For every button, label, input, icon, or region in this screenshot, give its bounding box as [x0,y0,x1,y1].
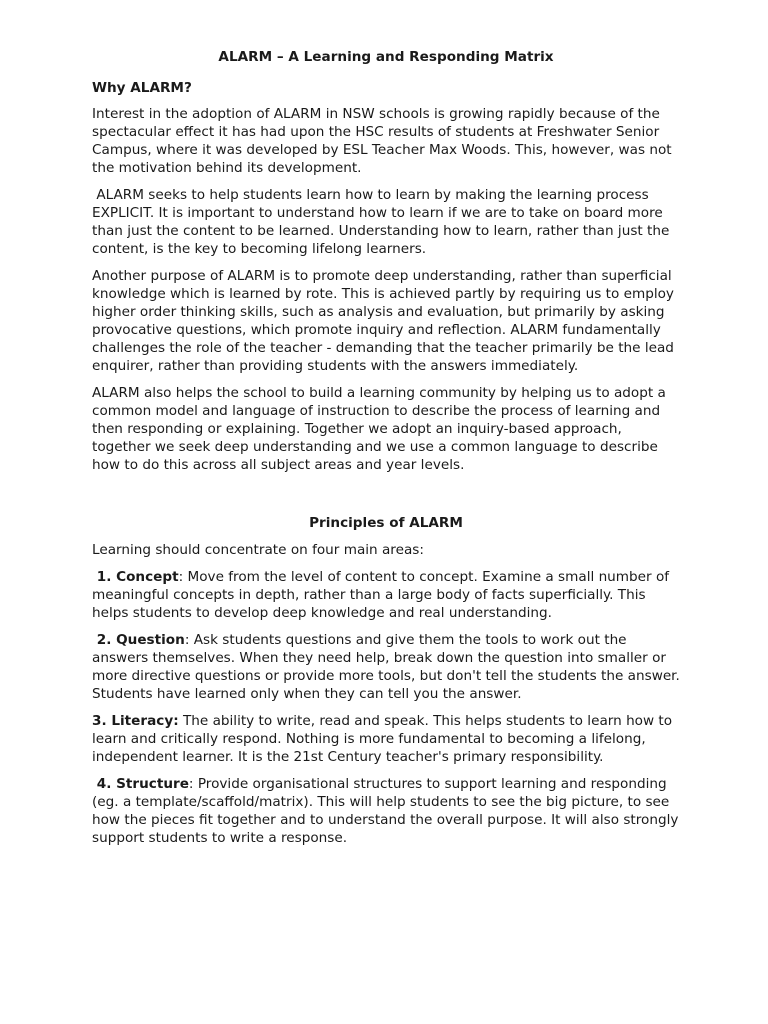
principle-concept [92,568,680,622]
principle-question [92,631,680,703]
document-title: ALARM – A Learning and Responding Matrix [218,49,554,65]
principles-intro: Learning should concentrate on four main areas: [92,542,424,558]
paragraph-4: ALARM also helps the school to build a learning community by helping us to adopt a common model and language of instruction to describe the process of learning and then responding or explaining. Together we adopt an inquiry-based approach, together we seek deep understanding and we use a common language to describe how to do this across all subject areas and year levels. [92,385,666,473]
principle-concept-text: : Move from the level of content to concept. Examine a small number of meaningful concepts in depth, rather than a large body of facts superficially. This helps students to develop deep knowledge and real understanding. [92,569,670,621]
principle-literacy-text: The ability to write, read and speak. This helps students to learn how to learn and critically respond. Nothing is more fundamental to becoming a lifelong, independent learner. It is the 21st Century teacher's primary responsibility. [92,713,673,765]
principle-structure-label: 4. Structure [92,776,189,792]
principle-structure [92,775,680,847]
principle-literacy [92,712,680,766]
why-alarm-heading: Why ALARM? [92,80,192,96]
paragraph-2: ALARM seeks to help students learn how to learn by making the learning process EXPLICIT. It is important to understand how to learn if we are to take on board more than just the content to be learned. Understanding how to learn, rather than just the content, is the key to becoming lifelong learners. [92,187,670,257]
paragraph-1: Interest in the adoption of ALARM in NSW schools is growing rapidly because of the spectacular effect it has had upon the HSC results of students at Freshwater Senior Campus, where it was developed by ESL Teacher Max Woods. This, however, was not the motivation behind its development. [92,106,672,176]
principles-heading: Principles of ALARM [309,515,463,531]
principle-structure-text: : Provide organisational structures to support learning and responding (eg. a template/scaffold/matrix). This will help students to see the big picture, to see how the pieces fit together and to understand the overall purpose. It will also strongly support students to write a response. [92,776,679,846]
document-page [92,48,680,856]
principle-question-text: : Ask students questions and give them the tools to work out the answers themselves. When they need help, break down the question into smaller or more directive questions or provide more tools, but don't tell the students the answer. Students have learned only when they can tell you the answer. [92,632,680,702]
principle-literacy-label: 3. Literacy: [92,713,179,729]
paragraph-3: Another purpose of ALARM is to promote deep understanding, rather than superficial knowledge which is learned by rote. This is achieved partly by requiring us to employ higher order thinking skills, such as analysis and evaluation, but primarily by asking provocative questions, which promote inquiry and reflection. ALARM fundamentally challenges the role of the teacher - demanding that the teacher primarily be the lead enquirer, rather than providing students with the answers immediately. [92,268,674,374]
principle-concept-label: 1. Concept [92,569,179,585]
principle-question-label: 2. Question [92,632,185,648]
